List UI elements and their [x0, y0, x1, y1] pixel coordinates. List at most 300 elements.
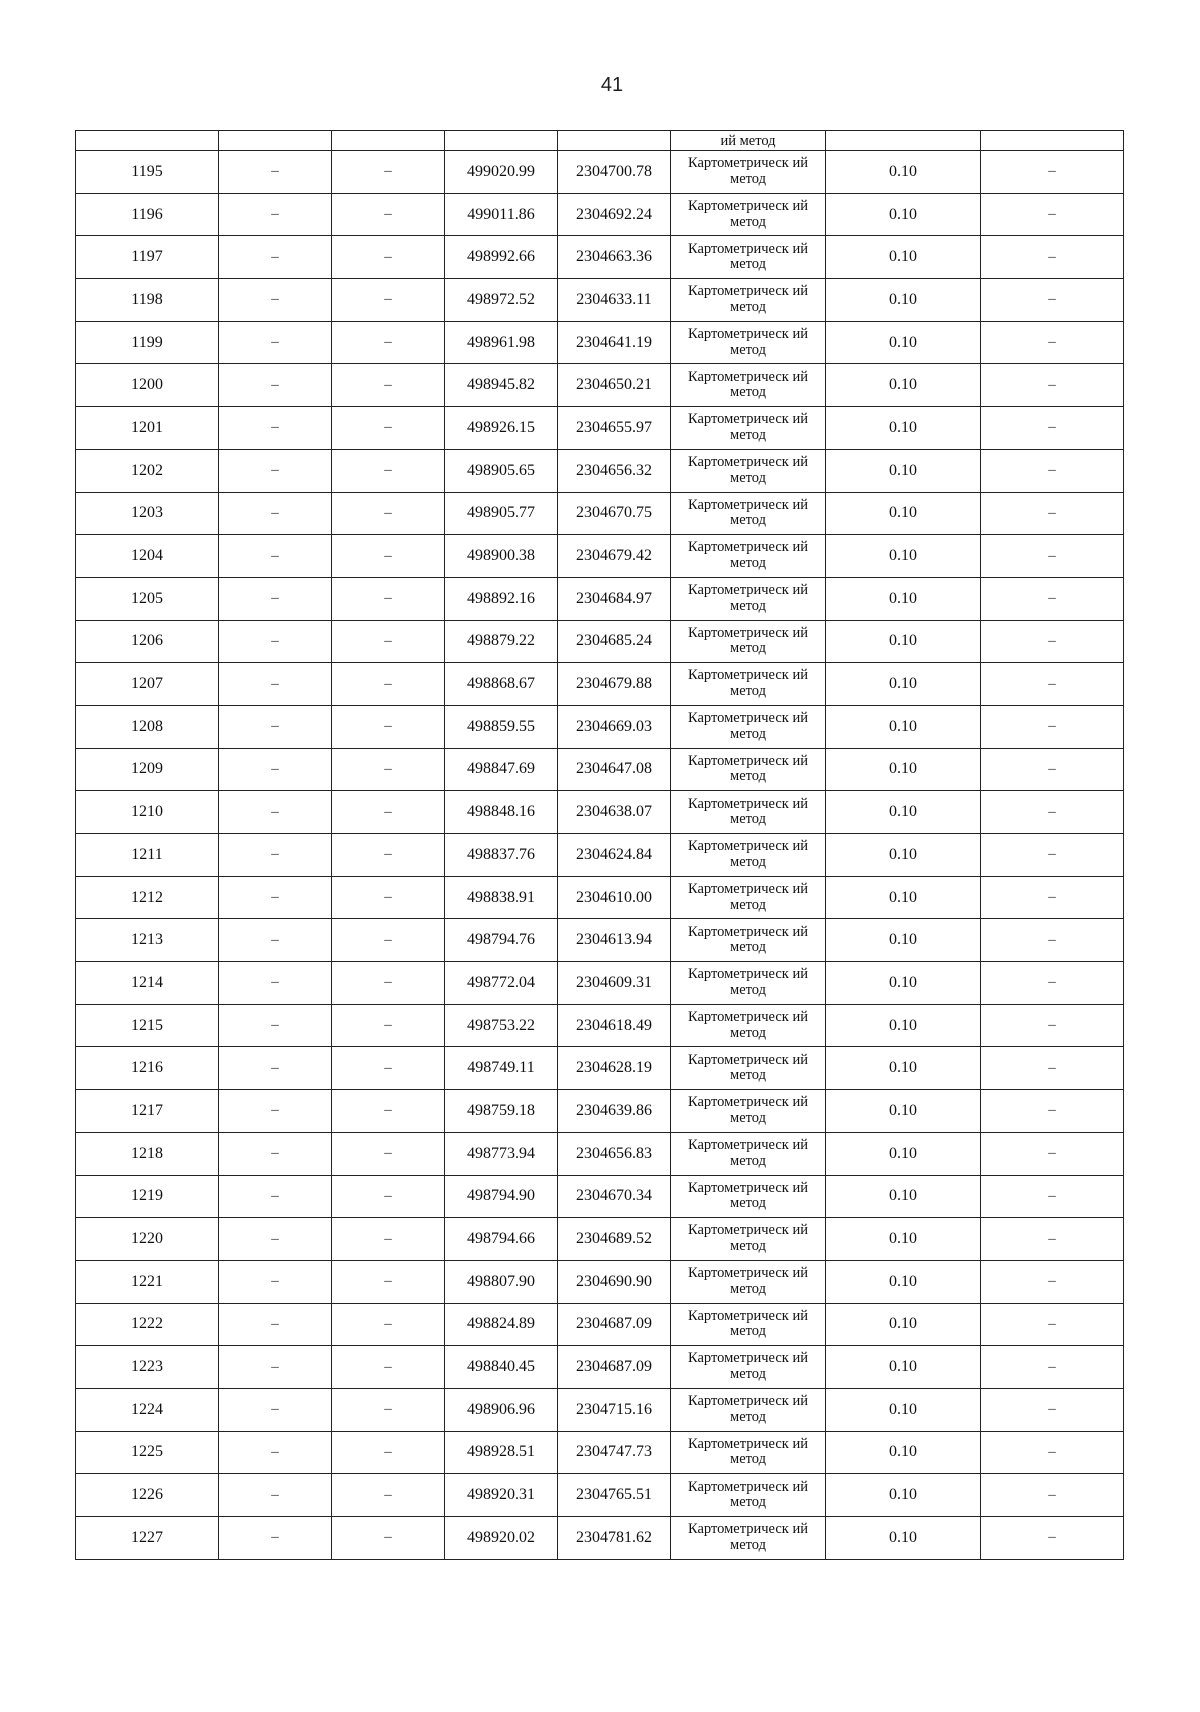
- cell-precision: 0.10: [826, 1260, 981, 1303]
- cell-dash: –: [332, 1090, 445, 1133]
- cell-dash: –: [332, 492, 445, 535]
- cell-dash: –: [332, 364, 445, 407]
- cell-x-coordinate: 498920.31: [445, 1474, 558, 1517]
- cell-dash: –: [219, 321, 332, 364]
- cell-x-coordinate: 498920.02: [445, 1517, 558, 1560]
- cell-y-coordinate: 2304655.97: [558, 407, 671, 450]
- table-row: [76, 449, 1124, 492]
- cell-dash: –: [981, 535, 1124, 578]
- table-row: [76, 705, 1124, 748]
- cell-y-coordinate: 2304609.31: [558, 962, 671, 1005]
- cell-method: Картометрическ ий метод: [671, 364, 826, 407]
- cell-y-coordinate: 2304765.51: [558, 1474, 671, 1517]
- cell-y-coordinate: 2304628.19: [558, 1047, 671, 1090]
- cell-x-coordinate: 498928.51: [445, 1431, 558, 1474]
- cell-method: Картометрическ ий метод: [671, 1004, 826, 1047]
- cell-dash: –: [981, 962, 1124, 1005]
- cell-method: Картометрическ ий метод: [671, 705, 826, 748]
- cell-dash: –: [332, 535, 445, 578]
- cell-dash: –: [332, 748, 445, 791]
- cell-method: Картометрическ ий метод: [671, 492, 826, 535]
- cell-method: Картометрическ ий метод: [671, 1431, 826, 1474]
- cell-dash: –: [981, 1517, 1124, 1560]
- table-row: [76, 535, 1124, 578]
- cell-dash: –: [332, 834, 445, 877]
- cell-dash: –: [219, 1260, 332, 1303]
- cell-x-coordinate: 499020.99: [445, 151, 558, 194]
- cell-dash: –: [981, 407, 1124, 450]
- cell-method: Картометрическ ий метод: [671, 1346, 826, 1389]
- cell-dash: –: [219, 620, 332, 663]
- table-row: [76, 1047, 1124, 1090]
- cell-precision: 0.10: [826, 321, 981, 364]
- cell-point-number: 1209: [76, 748, 219, 791]
- table-row: [76, 1388, 1124, 1431]
- cell-dash: –: [981, 1175, 1124, 1218]
- cell-precision: 0.10: [826, 1004, 981, 1047]
- cell-dash: –: [219, 1388, 332, 1431]
- cell-x-coordinate: 498905.65: [445, 449, 558, 492]
- cell-x-coordinate: 498945.82: [445, 364, 558, 407]
- cell-x-coordinate: 498840.45: [445, 1346, 558, 1389]
- cell-empty: [981, 131, 1124, 151]
- cell-dash: –: [981, 620, 1124, 663]
- cell-dash: –: [981, 1388, 1124, 1431]
- table-row: [76, 1303, 1124, 1346]
- cell-method: Картометрическ ий метод: [671, 1260, 826, 1303]
- table-row: [76, 1346, 1124, 1389]
- cell-method: Картометрическ ий метод: [671, 407, 826, 450]
- cell-precision: 0.10: [826, 151, 981, 194]
- cell-dash: –: [219, 193, 332, 236]
- table-body: [76, 131, 1124, 1560]
- cell-dash: –: [219, 407, 332, 450]
- cell-dash: –: [981, 492, 1124, 535]
- cell-point-number: 1225: [76, 1431, 219, 1474]
- cell-dash: –: [332, 449, 445, 492]
- cell-method: Картометрическ ий метод: [671, 791, 826, 834]
- cell-dash: –: [332, 620, 445, 663]
- cell-x-coordinate: 498961.98: [445, 321, 558, 364]
- cell-dash: –: [981, 321, 1124, 364]
- cell-x-coordinate: 498838.91: [445, 876, 558, 919]
- table-row: [76, 1218, 1124, 1261]
- cell-dash: –: [981, 193, 1124, 236]
- cell-x-coordinate: 498773.94: [445, 1132, 558, 1175]
- cell-dash: –: [219, 1090, 332, 1133]
- cell-precision: 0.10: [826, 492, 981, 535]
- cell-dash: –: [219, 962, 332, 1005]
- cell-dash: –: [332, 1260, 445, 1303]
- cell-precision: 0.10: [826, 663, 981, 706]
- cell-dash: –: [219, 791, 332, 834]
- cell-y-coordinate: 2304633.11: [558, 279, 671, 322]
- cell-dash: –: [219, 364, 332, 407]
- cell-point-number: 1196: [76, 193, 219, 236]
- cell-dash: –: [981, 1260, 1124, 1303]
- cell-x-coordinate: 498794.66: [445, 1218, 558, 1261]
- cell-dash: –: [981, 1303, 1124, 1346]
- cell-point-number: 1210: [76, 791, 219, 834]
- cell-method: Картометрическ ий метод: [671, 236, 826, 279]
- cell-dash: –: [332, 876, 445, 919]
- cell-x-coordinate: 498992.66: [445, 236, 558, 279]
- cell-y-coordinate: 2304679.88: [558, 663, 671, 706]
- cell-x-coordinate: 498753.22: [445, 1004, 558, 1047]
- cell-dash: –: [981, 834, 1124, 877]
- cell-dash: –: [219, 1047, 332, 1090]
- cell-dash: –: [219, 834, 332, 877]
- cell-dash: –: [219, 1346, 332, 1389]
- cell-dash: –: [981, 449, 1124, 492]
- table-row: [76, 919, 1124, 962]
- cell-dash: –: [981, 876, 1124, 919]
- cell-x-coordinate: 498772.04: [445, 962, 558, 1005]
- cell-dash: –: [981, 1346, 1124, 1389]
- cell-precision: 0.10: [826, 449, 981, 492]
- cell-dash: –: [981, 236, 1124, 279]
- cell-x-coordinate: 498926.15: [445, 407, 558, 450]
- cell-y-coordinate: 2304641.19: [558, 321, 671, 364]
- cell-point-number: 1206: [76, 620, 219, 663]
- table-row: [76, 193, 1124, 236]
- cell-method: ий метод: [671, 131, 826, 151]
- cell-y-coordinate: 2304656.83: [558, 1132, 671, 1175]
- cell-x-coordinate: 498879.22: [445, 620, 558, 663]
- cell-point-number: 1195: [76, 151, 219, 194]
- cell-method: Картометрическ ий метод: [671, 1175, 826, 1218]
- cell-method: Картометрическ ий метод: [671, 919, 826, 962]
- cell-precision: 0.10: [826, 748, 981, 791]
- coordinates-table: [75, 130, 1124, 1560]
- cell-dash: –: [332, 1517, 445, 1560]
- table-row: [76, 1260, 1124, 1303]
- cell-method: Картометрическ ий метод: [671, 535, 826, 578]
- cell-x-coordinate: 498807.90: [445, 1260, 558, 1303]
- cell-precision: 0.10: [826, 1303, 981, 1346]
- cell-dash: –: [332, 1303, 445, 1346]
- cell-precision: 0.10: [826, 577, 981, 620]
- cell-y-coordinate: 2304781.62: [558, 1517, 671, 1560]
- cell-y-coordinate: 2304638.07: [558, 791, 671, 834]
- cell-dash: –: [219, 1132, 332, 1175]
- cell-dash: –: [219, 151, 332, 194]
- cell-empty: [219, 131, 332, 151]
- cell-precision: 0.10: [826, 791, 981, 834]
- cell-dash: –: [981, 364, 1124, 407]
- cell-precision: 0.10: [826, 1047, 981, 1090]
- cell-dash: –: [981, 705, 1124, 748]
- table-row: [76, 962, 1124, 1005]
- cell-point-number: 1198: [76, 279, 219, 322]
- cell-x: [445, 131, 558, 151]
- cell-method: Картометрическ ий метод: [671, 577, 826, 620]
- cell-dash: –: [219, 577, 332, 620]
- cell-dash: –: [332, 1047, 445, 1090]
- cell-y-coordinate: 2304684.97: [558, 577, 671, 620]
- cell-dash: –: [219, 1431, 332, 1474]
- cell-point-number: 1219: [76, 1175, 219, 1218]
- cell-point-number: 1216: [76, 1047, 219, 1090]
- cell-precision: 0.10: [826, 1431, 981, 1474]
- cell-dash: –: [981, 577, 1124, 620]
- cell-point-number: 1214: [76, 962, 219, 1005]
- cell-dash: –: [219, 748, 332, 791]
- cell-dash: –: [981, 151, 1124, 194]
- cell-y-coordinate: 2304663.36: [558, 236, 671, 279]
- cell-dash: –: [332, 791, 445, 834]
- cell-point-number: 1199: [76, 321, 219, 364]
- table-row: [76, 1175, 1124, 1218]
- cell-point-number: 1203: [76, 492, 219, 535]
- table-row: [76, 492, 1124, 535]
- table-row: [76, 1090, 1124, 1133]
- cell-dash: –: [332, 705, 445, 748]
- cell-y-coordinate: 2304685.24: [558, 620, 671, 663]
- cell-method: Картометрическ ий метод: [671, 1090, 826, 1133]
- cell-number: [76, 131, 219, 151]
- cell-dash: –: [219, 1303, 332, 1346]
- cell-y-coordinate: 2304715.16: [558, 1388, 671, 1431]
- cell-y-coordinate: 2304689.52: [558, 1218, 671, 1261]
- table-row: [76, 364, 1124, 407]
- cell-y: [558, 131, 671, 151]
- cell-method: Картометрическ ий метод: [671, 449, 826, 492]
- cell-precision: 0.10: [826, 1132, 981, 1175]
- cell-method: Картометрическ ий метод: [671, 193, 826, 236]
- cell-x-coordinate: 498759.18: [445, 1090, 558, 1133]
- cell-y-coordinate: 2304613.94: [558, 919, 671, 962]
- table-row: [76, 1474, 1124, 1517]
- cell-dash: –: [981, 1047, 1124, 1090]
- table-row: [76, 663, 1124, 706]
- cell-precision: 0.10: [826, 535, 981, 578]
- cell-point-number: 1222: [76, 1303, 219, 1346]
- cell-method: Картометрическ ий метод: [671, 876, 826, 919]
- cell-method: Картометрическ ий метод: [671, 321, 826, 364]
- cell-precision: 0.10: [826, 1474, 981, 1517]
- cell-dash: –: [981, 1474, 1124, 1517]
- cell-precision: 0.10: [826, 1517, 981, 1560]
- cell-y-coordinate: 2304747.73: [558, 1431, 671, 1474]
- cell-method: Картометрическ ий метод: [671, 1388, 826, 1431]
- cell-precision: 0.10: [826, 1175, 981, 1218]
- table-row: [76, 876, 1124, 919]
- cell-dash: –: [219, 1004, 332, 1047]
- cell-point-number: 1212: [76, 876, 219, 919]
- cell-dash: –: [219, 449, 332, 492]
- cell-dash: –: [219, 919, 332, 962]
- cell-dash: –: [219, 279, 332, 322]
- cell-dash: –: [219, 1517, 332, 1560]
- cell-precision: 0.10: [826, 1388, 981, 1431]
- cell-y-coordinate: 2304656.32: [558, 449, 671, 492]
- cell-x-coordinate: 498794.90: [445, 1175, 558, 1218]
- cell-point-number: 1213: [76, 919, 219, 962]
- cell-x-coordinate: 498859.55: [445, 705, 558, 748]
- cell-precision: 0.10: [826, 407, 981, 450]
- cell-point-number: 1220: [76, 1218, 219, 1261]
- cell-dash: –: [332, 321, 445, 364]
- cell-point-number: 1224: [76, 1388, 219, 1431]
- page-number: 41: [600, 74, 624, 96]
- cell-precision: 0.10: [826, 620, 981, 663]
- cell-dash: –: [981, 1090, 1124, 1133]
- table-row: [76, 1132, 1124, 1175]
- table-row: [76, 748, 1124, 791]
- table-row: [76, 407, 1124, 450]
- table-row: [76, 1004, 1124, 1047]
- cell-x-coordinate: 498847.69: [445, 748, 558, 791]
- cell-dash: –: [332, 1004, 445, 1047]
- cell-point-number: 1200: [76, 364, 219, 407]
- cell-precision: 0.10: [826, 1346, 981, 1389]
- cell-point-number: 1202: [76, 449, 219, 492]
- cell-y-coordinate: 2304669.03: [558, 705, 671, 748]
- cell-method: Картометрическ ий метод: [671, 834, 826, 877]
- cell-precision: 0.10: [826, 834, 981, 877]
- cell-point-number: 1208: [76, 705, 219, 748]
- cell-dash: –: [332, 407, 445, 450]
- cell-y-coordinate: 2304692.24: [558, 193, 671, 236]
- cell-precision: 0.10: [826, 876, 981, 919]
- cell-dash: –: [332, 1474, 445, 1517]
- cell-x-coordinate: 498905.77: [445, 492, 558, 535]
- cell-x-coordinate: 499011.86: [445, 193, 558, 236]
- cell-method: Картометрическ ий метод: [671, 748, 826, 791]
- cell-dash: –: [219, 876, 332, 919]
- cell-x-coordinate: 498892.16: [445, 577, 558, 620]
- cell-dash: –: [332, 151, 445, 194]
- cell-y-coordinate: 2304687.09: [558, 1303, 671, 1346]
- cell-dash: –: [332, 1175, 445, 1218]
- cell-y-coordinate: 2304670.34: [558, 1175, 671, 1218]
- cell-y-coordinate: 2304647.08: [558, 748, 671, 791]
- cell-precision: 0.10: [826, 1218, 981, 1261]
- cell-precision: 0.10: [826, 962, 981, 1005]
- cell-method: Картометрическ ий метод: [671, 1303, 826, 1346]
- table-row: [76, 236, 1124, 279]
- table-row: [76, 834, 1124, 877]
- cell-dash: –: [981, 1218, 1124, 1261]
- table-row: [76, 151, 1124, 194]
- cell-dash: –: [219, 535, 332, 578]
- cell-dash: –: [219, 663, 332, 706]
- cell-point-number: 1211: [76, 834, 219, 877]
- cell-method: Картометрическ ий метод: [671, 620, 826, 663]
- cell-y-coordinate: 2304679.42: [558, 535, 671, 578]
- cell-x-coordinate: 498749.11: [445, 1047, 558, 1090]
- table-row: [76, 321, 1124, 364]
- cell-y-coordinate: 2304639.86: [558, 1090, 671, 1133]
- cell-method: Картометрическ ий метод: [671, 962, 826, 1005]
- cell-precision: 0.10: [826, 236, 981, 279]
- cell-y-coordinate: 2304687.09: [558, 1346, 671, 1389]
- cell-y-coordinate: 2304670.75: [558, 492, 671, 535]
- cell-x-coordinate: 498868.67: [445, 663, 558, 706]
- cell-point-number: 1201: [76, 407, 219, 450]
- cell-x-coordinate: 498906.96: [445, 1388, 558, 1431]
- cell-precision: 0.10: [826, 279, 981, 322]
- cell-dash: –: [981, 1431, 1124, 1474]
- cell-dash: –: [332, 279, 445, 322]
- cell-empty: [332, 131, 445, 151]
- cell-precision: 0.10: [826, 364, 981, 407]
- table-row: [76, 1517, 1124, 1560]
- cell-dash: –: [219, 1474, 332, 1517]
- table-row: [76, 1431, 1124, 1474]
- cell-point-number: 1205: [76, 577, 219, 620]
- cell-dash: –: [981, 279, 1124, 322]
- cell-dash: –: [219, 1218, 332, 1261]
- table-row: [76, 620, 1124, 663]
- cell-point-number: 1223: [76, 1346, 219, 1389]
- cell-dash: –: [332, 919, 445, 962]
- cell-dash: –: [332, 663, 445, 706]
- cell-precision: 0.10: [826, 919, 981, 962]
- cell-point-number: 1207: [76, 663, 219, 706]
- cell-y-coordinate: 2304624.84: [558, 834, 671, 877]
- cell-dash: –: [981, 748, 1124, 791]
- cell-dash: –: [219, 236, 332, 279]
- cell-dash: –: [981, 791, 1124, 834]
- cell-method: Картометрическ ий метод: [671, 151, 826, 194]
- cell-point-number: 1215: [76, 1004, 219, 1047]
- table-row: [76, 577, 1124, 620]
- cell-precision: 0.10: [826, 705, 981, 748]
- cell-dash: –: [219, 492, 332, 535]
- cell-dash: –: [219, 705, 332, 748]
- cell-dash: –: [981, 1132, 1124, 1175]
- cell-dash: –: [981, 919, 1124, 962]
- cell-dash: –: [332, 1346, 445, 1389]
- cell-dash: –: [332, 577, 445, 620]
- cell-y-coordinate: 2304700.78: [558, 151, 671, 194]
- cell-dash: –: [219, 1175, 332, 1218]
- cell-y-coordinate: 2304690.90: [558, 1260, 671, 1303]
- cell-dash: –: [332, 1388, 445, 1431]
- cell-dash: –: [332, 193, 445, 236]
- cell-method: Картометрическ ий метод: [671, 1474, 826, 1517]
- cell-method: Картометрическ ий метод: [671, 1517, 826, 1560]
- cell-precision: 0.10: [826, 193, 981, 236]
- cell-dash: –: [981, 663, 1124, 706]
- cell-dash: –: [332, 1431, 445, 1474]
- coordinates-table-container: [75, 130, 1123, 1560]
- continuation-row: [76, 131, 1124, 151]
- cell-dash: –: [981, 1004, 1124, 1047]
- cell-dash: –: [332, 1132, 445, 1175]
- cell-y-coordinate: 2304650.21: [558, 364, 671, 407]
- cell-y-coordinate: 2304610.00: [558, 876, 671, 919]
- cell-x-coordinate: 498848.16: [445, 791, 558, 834]
- cell-dash: –: [332, 236, 445, 279]
- cell-precision: 0.10: [826, 1090, 981, 1133]
- cell-x-coordinate: 498824.89: [445, 1303, 558, 1346]
- cell-x-coordinate: 498972.52: [445, 279, 558, 322]
- cell-point-number: 1221: [76, 1260, 219, 1303]
- cell-method: Картометрическ ий метод: [671, 279, 826, 322]
- cell-point-number: 1204: [76, 535, 219, 578]
- table-row: [76, 279, 1124, 322]
- cell-point-number: 1227: [76, 1517, 219, 1560]
- cell-point-number: 1218: [76, 1132, 219, 1175]
- cell-point-number: 1217: [76, 1090, 219, 1133]
- cell-method: Картометрическ ий метод: [671, 1132, 826, 1175]
- cell-x-coordinate: 498794.76: [445, 919, 558, 962]
- cell-method: Картометрическ ий метод: [671, 1218, 826, 1261]
- cell-method: Картометрическ ий метод: [671, 663, 826, 706]
